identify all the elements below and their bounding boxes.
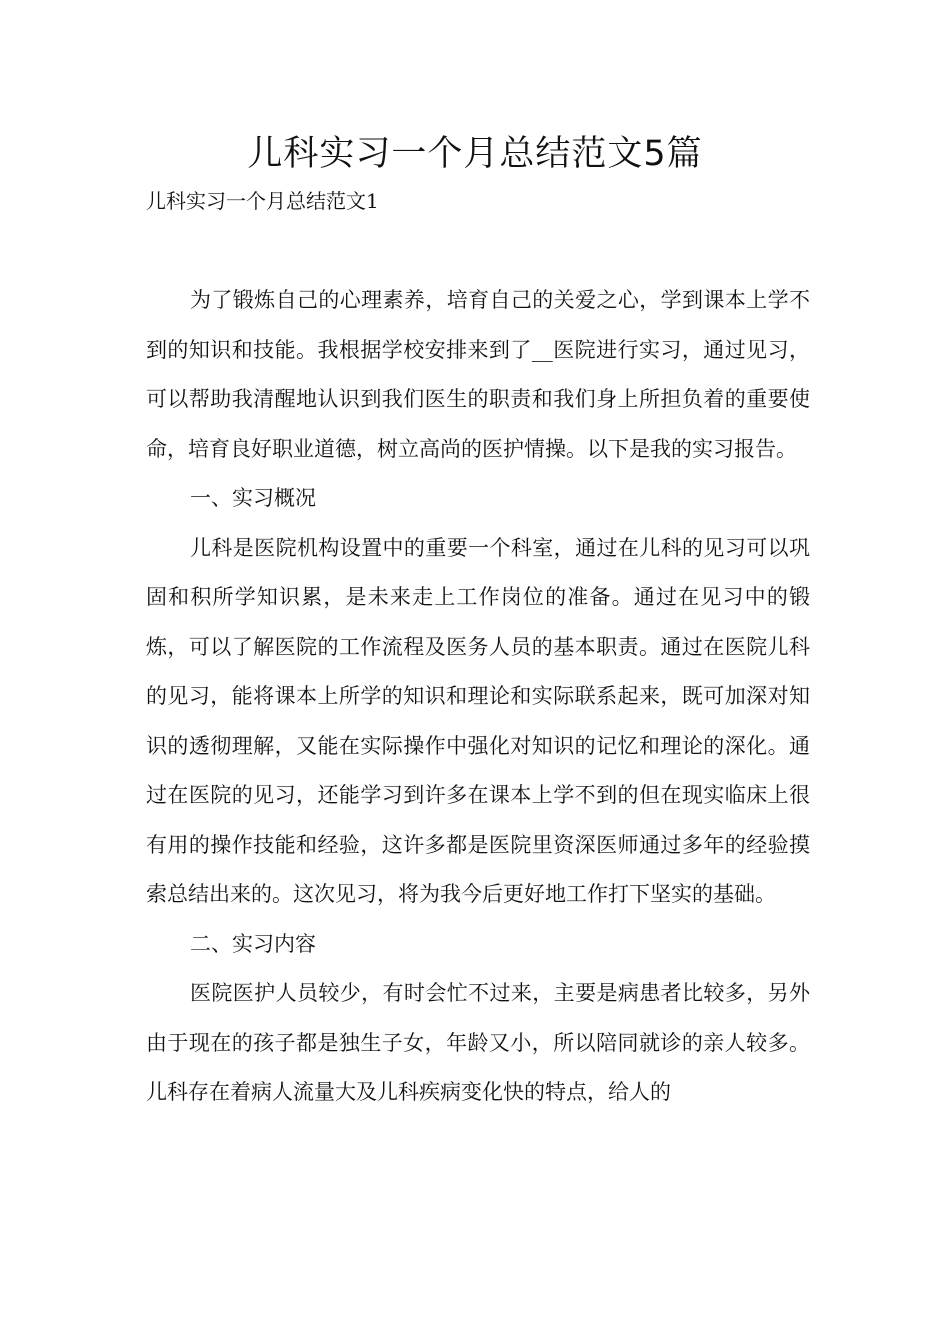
document-subtitle: 儿科实习一个月总结范文1 [146,189,379,213]
paragraph-overview: 儿科是医院机构设置中的重要一个科室，通过在儿科的见习可以巩固和积所学知识累，是未来走上工作岗位的准备。通过在见习中的锻炼，可以了解医院的工作流程及医务人员的基本职责。通过在医院儿科的见习，能将课本上所学的知识和理论和实际联系起来，既可加深对知识的透彻理解，又能在实际操作中强化对知识的记忆和理论的深化。通过在医院的见习，还能学习到许多在课本上学不到的但在现实临床上很有用的操作技能和经验，这许多都是医院里资深医师通过多年的经验摸索总结出来的。这次见习，将为我今后更好地工作打下坚实的基础。 [146,535,810,906]
paragraph-content: 医院医护人员较少，有时会忙不过来，主要是病患者比较多，另外由于现在的孩子都是独生子女，年龄又小，所以陪同就诊的亲人较多。儿科存在着病人流量大及儿科疾病变化快的特点，给人的 [146,981,810,1104]
document-body [146,276,810,1118]
section-heading-overview: 一、实习概况 [190,486,316,510]
paragraph-intro: 为了锻炼自己的心理素养，培育自己的关爱之心，学到课本上学不到的知识和技能。我根据学校安排来到了__医院进行实习，通过见习，可以帮助我清醒地认识到我们医生的职责和我们身上所担负着的重要使命，培育良好职业道德，树立高尚的医护情操。以下是我的实习报告。 [146,288,810,461]
section-heading-content: 二、实习内容 [190,931,316,956]
document-title: 儿科实习一个月总结范文5篇 [247,134,703,174]
